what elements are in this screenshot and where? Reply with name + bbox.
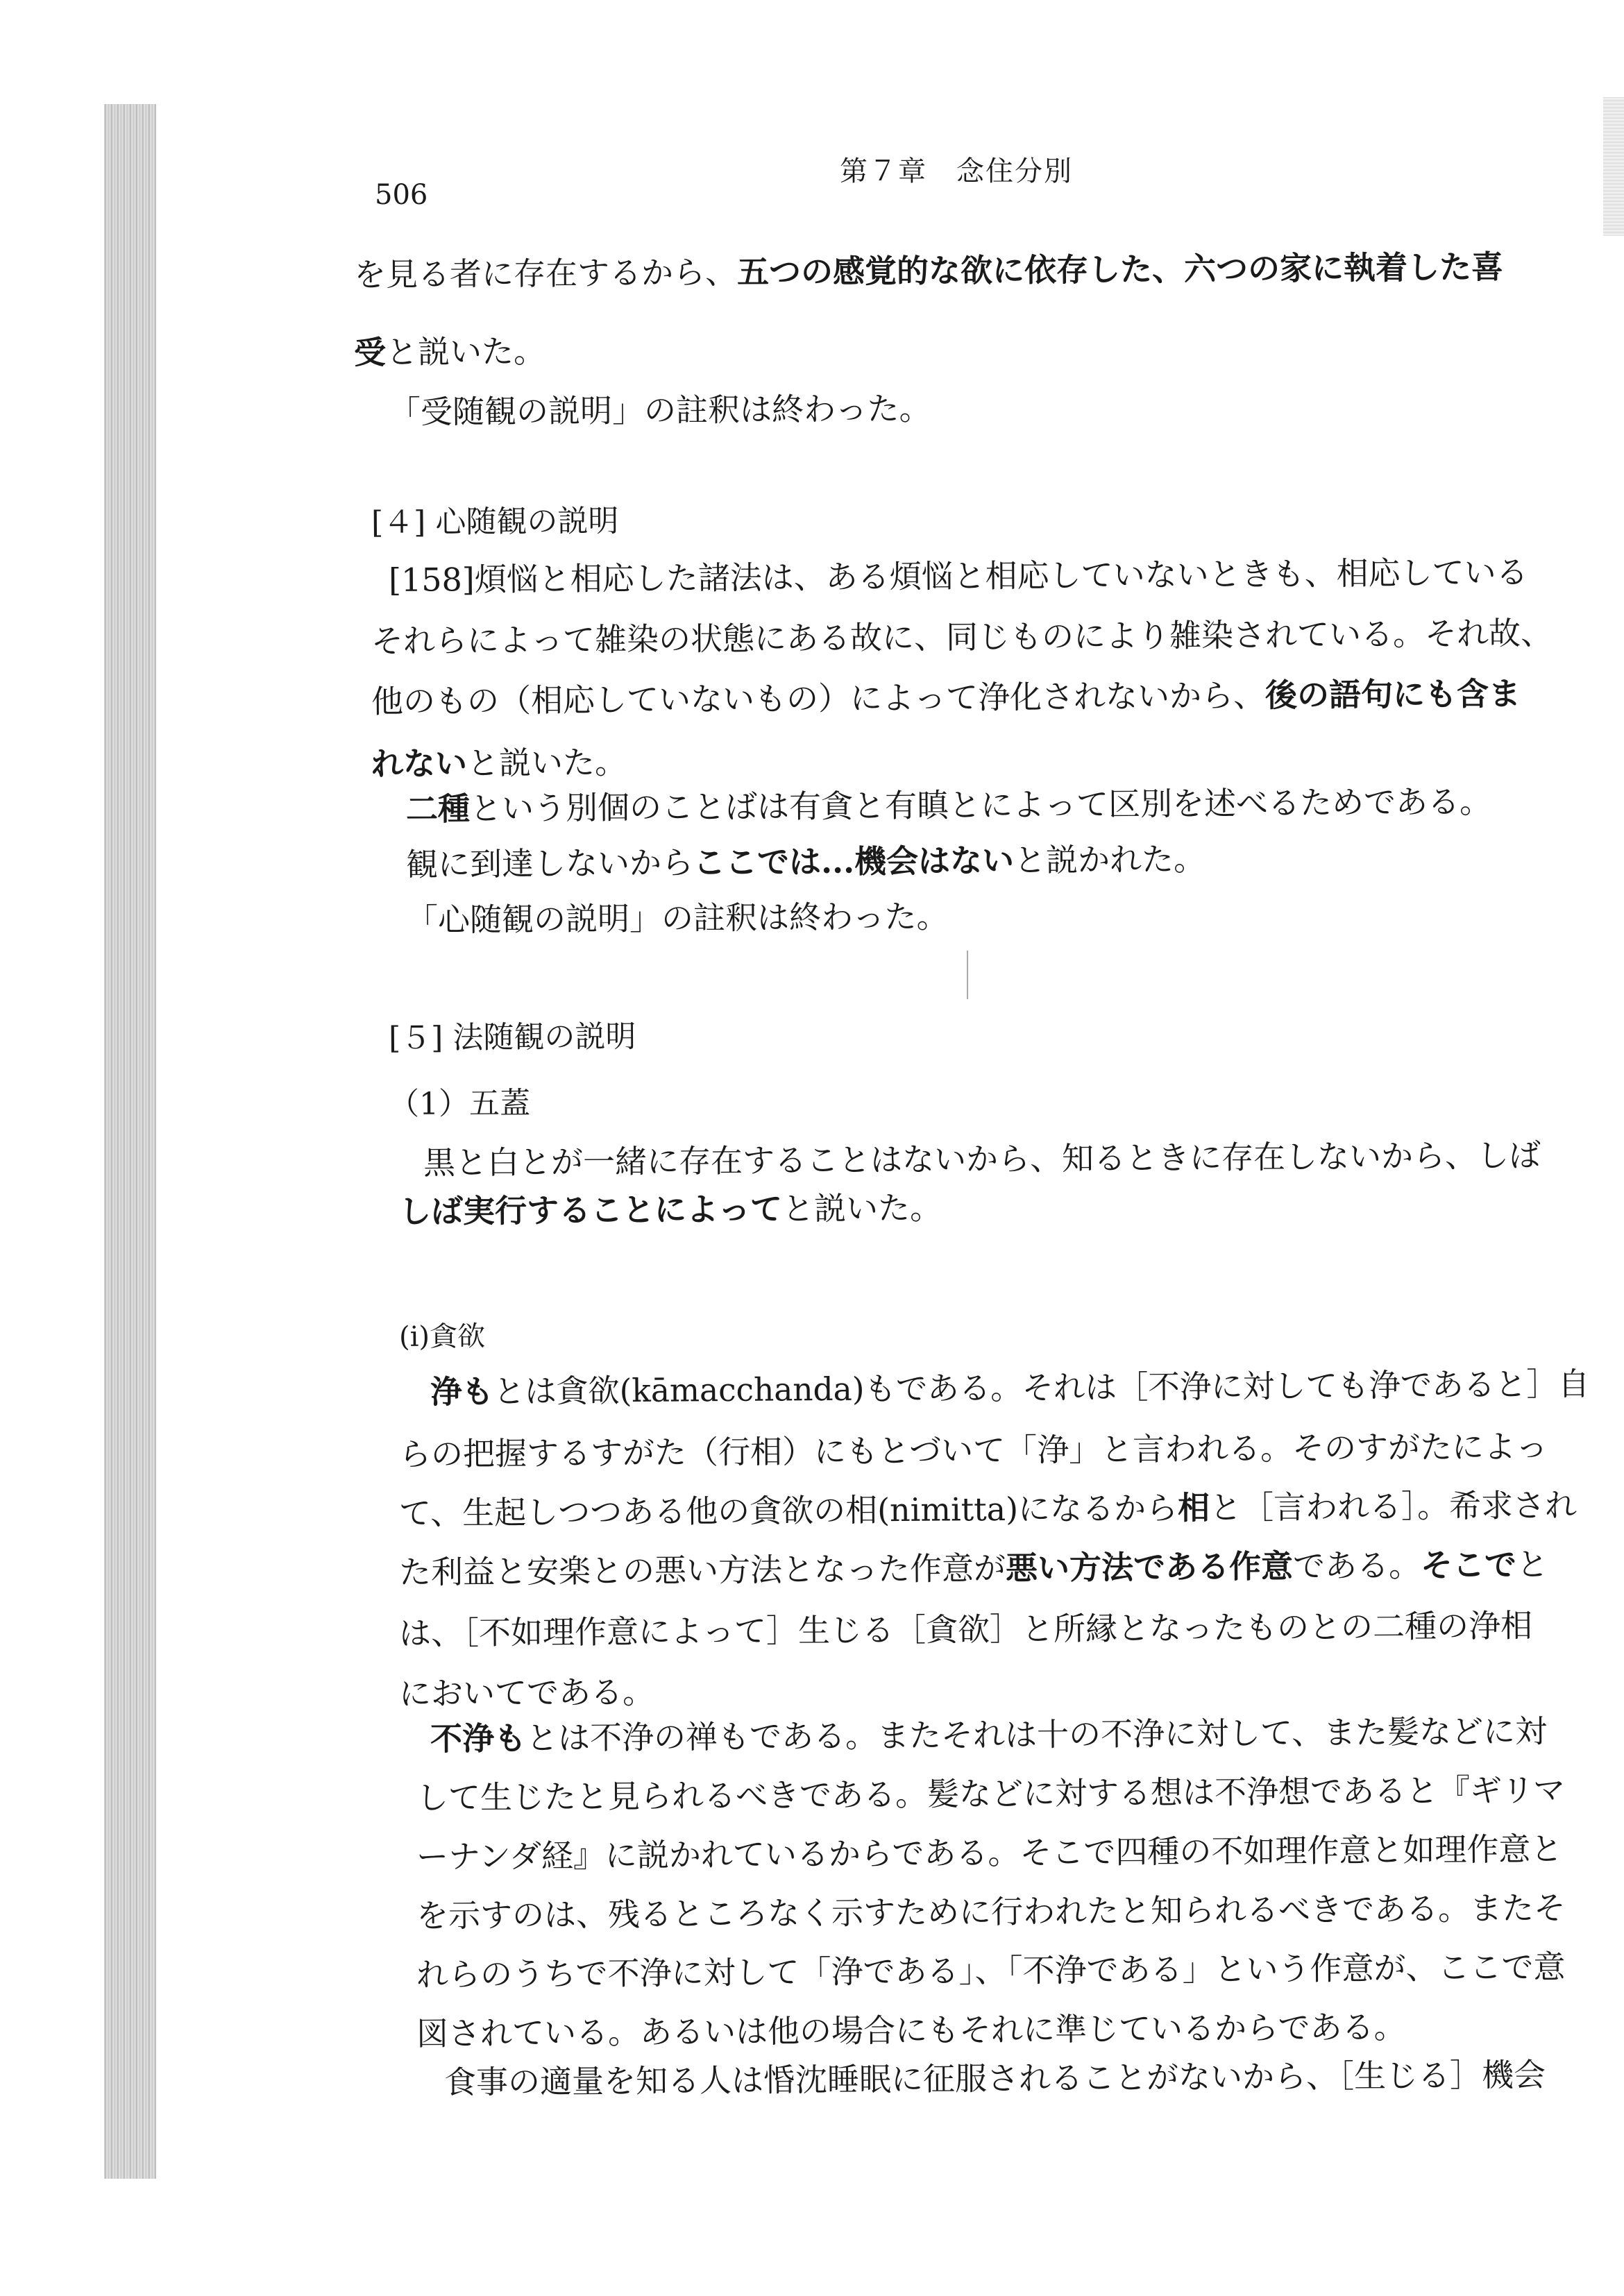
text-line: においてである。 bbox=[398, 1673, 655, 1712]
section-heading: [５] 法随観の説明 bbox=[388, 1019, 636, 1056]
text-line: 他のもの（相応していないもの）によって浄化されないから、後の語句にも含ま bbox=[371, 674, 1521, 720]
scan-mark bbox=[967, 951, 968, 999]
text-line: 黒と白とが一緒に存在することはないから、知るときに存在しないから、しば bbox=[423, 1136, 1541, 1182]
text-line: 「心随観の説明」の註釈は終わった。 bbox=[405, 897, 949, 939]
running-header: 第７章 念住分別 bbox=[840, 155, 1073, 187]
text-line: 受と説いた。 bbox=[353, 332, 546, 371]
text-line: それらによって雑染の状態にある故に、同じものにより雑染されている。それ故、 bbox=[371, 614, 1553, 660]
text-line: しば実行することによってと説いた。 bbox=[398, 1189, 942, 1230]
text-line: れらのうちで不浄に対して「浄である」、「不浄である」という作意が、ここで意 bbox=[416, 1948, 1566, 1993]
text-line: 不浄もとは不浄の禅もである。またそれは十の不浄に対して、また髪などに対 bbox=[430, 1712, 1548, 1758]
text-line: を示すのは、残るところなく示すために行われたと知られるべきである。またそ bbox=[416, 1889, 1566, 1934]
text-line: らの把握するすがた（行相）にもとづいて「浄」と言われる。そのすがたによっ bbox=[398, 1427, 1548, 1473]
text-line: を見る者に存在するから、五つの感覚的な欲に依存した、六つの家に執着した喜 bbox=[353, 248, 1504, 294]
text-line: 「受随観の説明」の註釈は終わった。 bbox=[388, 389, 931, 431]
text-line: 食事の適量を知る人は惛沈睡眠に征服されることがないから、［生じる］機会 bbox=[443, 2055, 1546, 2101]
page-number: 506 bbox=[375, 179, 428, 211]
subsection-heading: (i)貪欲 bbox=[398, 1320, 486, 1353]
subsection-heading: （1）五蓋 bbox=[388, 1085, 531, 1122]
text-line: 浄もとは貪欲(kāmacchanda)もである。それは［不浄に対しても浄であると］自 bbox=[430, 1365, 1590, 1411]
section-heading: [４] 心随観の説明 bbox=[371, 503, 619, 541]
scan-edge-noise bbox=[1603, 97, 1624, 236]
book-binding-shadow bbox=[104, 104, 156, 2179]
text-line: れないと説いた。 bbox=[371, 743, 627, 783]
text-line: 二種という別個のことばは有貪と有瞋とによって区別を述べるためである。 bbox=[405, 783, 1492, 828]
text-line: た利益と安楽との悪い方法となった作意が悪い方法である作意である。そこでと bbox=[398, 1545, 1549, 1591]
text-line: て、生起しつつある他の貪欲の相(nimitta)になるから相と［言われる］。希求され bbox=[398, 1486, 1578, 1532]
text-line: は、［不如理作意によって］生じる［貪欲］と所縁となったものとの二種の浄相 bbox=[398, 1606, 1533, 1652]
text-line: [158]煩悩と相応した諸法は、ある煩悩と相応していないときも、相応している bbox=[388, 553, 1528, 599]
text-line: ーナンダ経』に説かれているからである。そこで四種の不如理作意と如理作意と bbox=[416, 1830, 1563, 1876]
text-line: して生じたと見られるべきである。髪などに対する想は不浄想であると『ギリマ bbox=[416, 1771, 1566, 1817]
text-line: 観に到達しないからここでは...機会はないと説かれた。 bbox=[405, 840, 1206, 883]
text-line: 図されている。あるいは他の場合にもそれに準じているからである。 bbox=[416, 2008, 1406, 2052]
